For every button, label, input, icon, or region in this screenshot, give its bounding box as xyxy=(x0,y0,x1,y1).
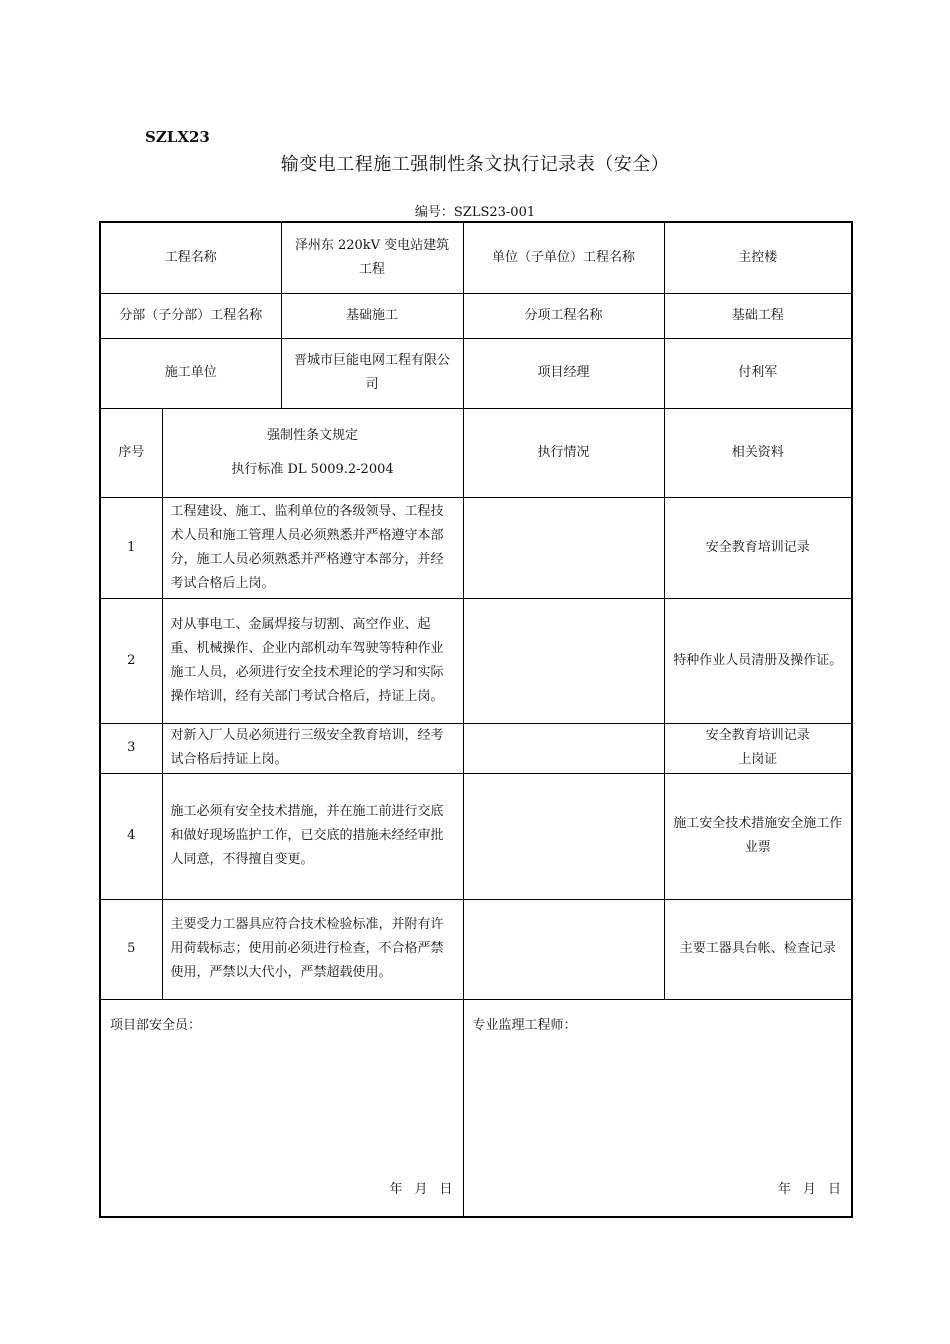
row-materials: 主要工器具台帐、检查记录 xyxy=(664,899,852,999)
info-row-division xyxy=(100,293,852,338)
info-row-project xyxy=(100,222,852,293)
row-execution xyxy=(463,899,664,999)
page-title: 输变电工程施工强制性条文执行记录表（安全） xyxy=(280,154,670,175)
row-seq: 3 xyxy=(100,723,162,773)
serial-number xyxy=(0,201,950,220)
date-day: 日 xyxy=(439,1182,453,1197)
row-materials-line1: 安全教育培训记录 xyxy=(705,728,810,743)
date-year: 年 xyxy=(389,1182,403,1197)
row-execution xyxy=(463,723,664,773)
date-year: 年 xyxy=(777,1182,791,1197)
project-name-label: 工程名称 xyxy=(100,222,281,293)
sign-row xyxy=(100,999,852,1217)
table-row xyxy=(100,598,852,723)
supervisor-label: 专业监理工程师： xyxy=(472,1017,577,1033)
table-row xyxy=(100,899,852,999)
row-execution xyxy=(463,773,664,899)
supervisor-date xyxy=(766,1178,841,1202)
date-day: 日 xyxy=(828,1182,842,1197)
item-label: 分项工程名称 xyxy=(463,293,664,338)
table-row xyxy=(100,497,852,598)
header-row xyxy=(100,408,852,497)
rule-header xyxy=(162,408,463,497)
row-seq: 1 xyxy=(100,497,162,598)
row-materials-line2: 上岗证 xyxy=(738,752,778,767)
item-value: 基础工程 xyxy=(664,293,852,338)
safety-officer-date xyxy=(377,1178,452,1202)
constructor-value: 晋城市巨能电网工程有限公司 xyxy=(281,338,463,408)
unit-project-label: 单位（子单位）工程名称 xyxy=(463,222,664,293)
division-value: 基础施工 xyxy=(281,293,463,338)
rule-header-line1: 强制性条文规定 xyxy=(267,427,359,443)
serial-label: 编号： xyxy=(414,205,454,220)
row-rule: 工程建设、施工、监利单位的各级领导、工程技术人员和施工管理人员必须熟悉并严格遵守本部分，施工人员必须熟悉并严格遵守本部分，并经考试合格后上岗。 xyxy=(162,497,463,598)
safety-officer-label: 项目部安全员： xyxy=(110,1017,202,1033)
constructor-label: 施工单位 xyxy=(100,338,281,408)
form-code: SZLX23 xyxy=(145,128,210,146)
row-execution xyxy=(463,497,664,598)
date-month: 月 xyxy=(802,1182,816,1197)
rule-header-line2: 执行标准 DL 5009.2-2004 xyxy=(231,461,394,477)
row-rule: 对从事电工、金属焊接与切割、高空作业、起重、机械操作、企业内部机动车驾驶等特种作业施工人员，必须进行安全技术理论的学习和实际操作培训，经有关部门考试合格后，持证上岗。 xyxy=(162,598,463,723)
record-table xyxy=(99,221,853,1218)
manager-value: 付利军 xyxy=(664,338,852,408)
project-name-value: 泽州东 220kV 变电站建筑工程 xyxy=(281,222,463,293)
execution-header: 执行情况 xyxy=(463,408,664,497)
row-materials xyxy=(664,723,852,773)
row-seq: 2 xyxy=(100,598,162,723)
row-materials: 施工安全技术措施安全施工作业票 xyxy=(664,773,852,899)
row-materials: 特种作业人员清册及操作证。 xyxy=(664,598,852,723)
row-execution xyxy=(463,598,664,723)
seq-header: 序号 xyxy=(100,408,162,497)
info-row-constructor xyxy=(100,338,852,408)
safety-officer-cell xyxy=(100,999,463,1217)
row-rule: 施工必须有安全技术措施，并在施工前进行交底和做好现场监护工作，已交底的措施未经经审批人同意，不得擅自变更。 xyxy=(162,773,463,899)
unit-project-value: 主控楼 xyxy=(664,222,852,293)
serial-value: SZLS23-001 xyxy=(453,205,536,220)
row-seq: 5 xyxy=(100,899,162,999)
row-rule: 主要受力工器具应符合技术检验标准，并附有许用荷载标志；使用前必须进行检查，不合格严禁使用，严禁以大代小，严禁超载使用。 xyxy=(162,899,463,999)
row-materials: 安全教育培训记录 xyxy=(664,497,852,598)
division-label: 分部（子分部）工程名称 xyxy=(100,293,281,338)
supervisor-cell xyxy=(463,999,852,1217)
row-rule: 对新入厂人员必须进行三级安全教育培训，经考试合格后持证上岗。 xyxy=(162,723,463,773)
row-seq: 4 xyxy=(100,773,162,899)
materials-header: 相关资料 xyxy=(664,408,852,497)
date-month: 月 xyxy=(414,1182,428,1197)
table-row xyxy=(100,723,852,773)
table-row xyxy=(100,773,852,899)
manager-label: 项目经理 xyxy=(463,338,664,408)
